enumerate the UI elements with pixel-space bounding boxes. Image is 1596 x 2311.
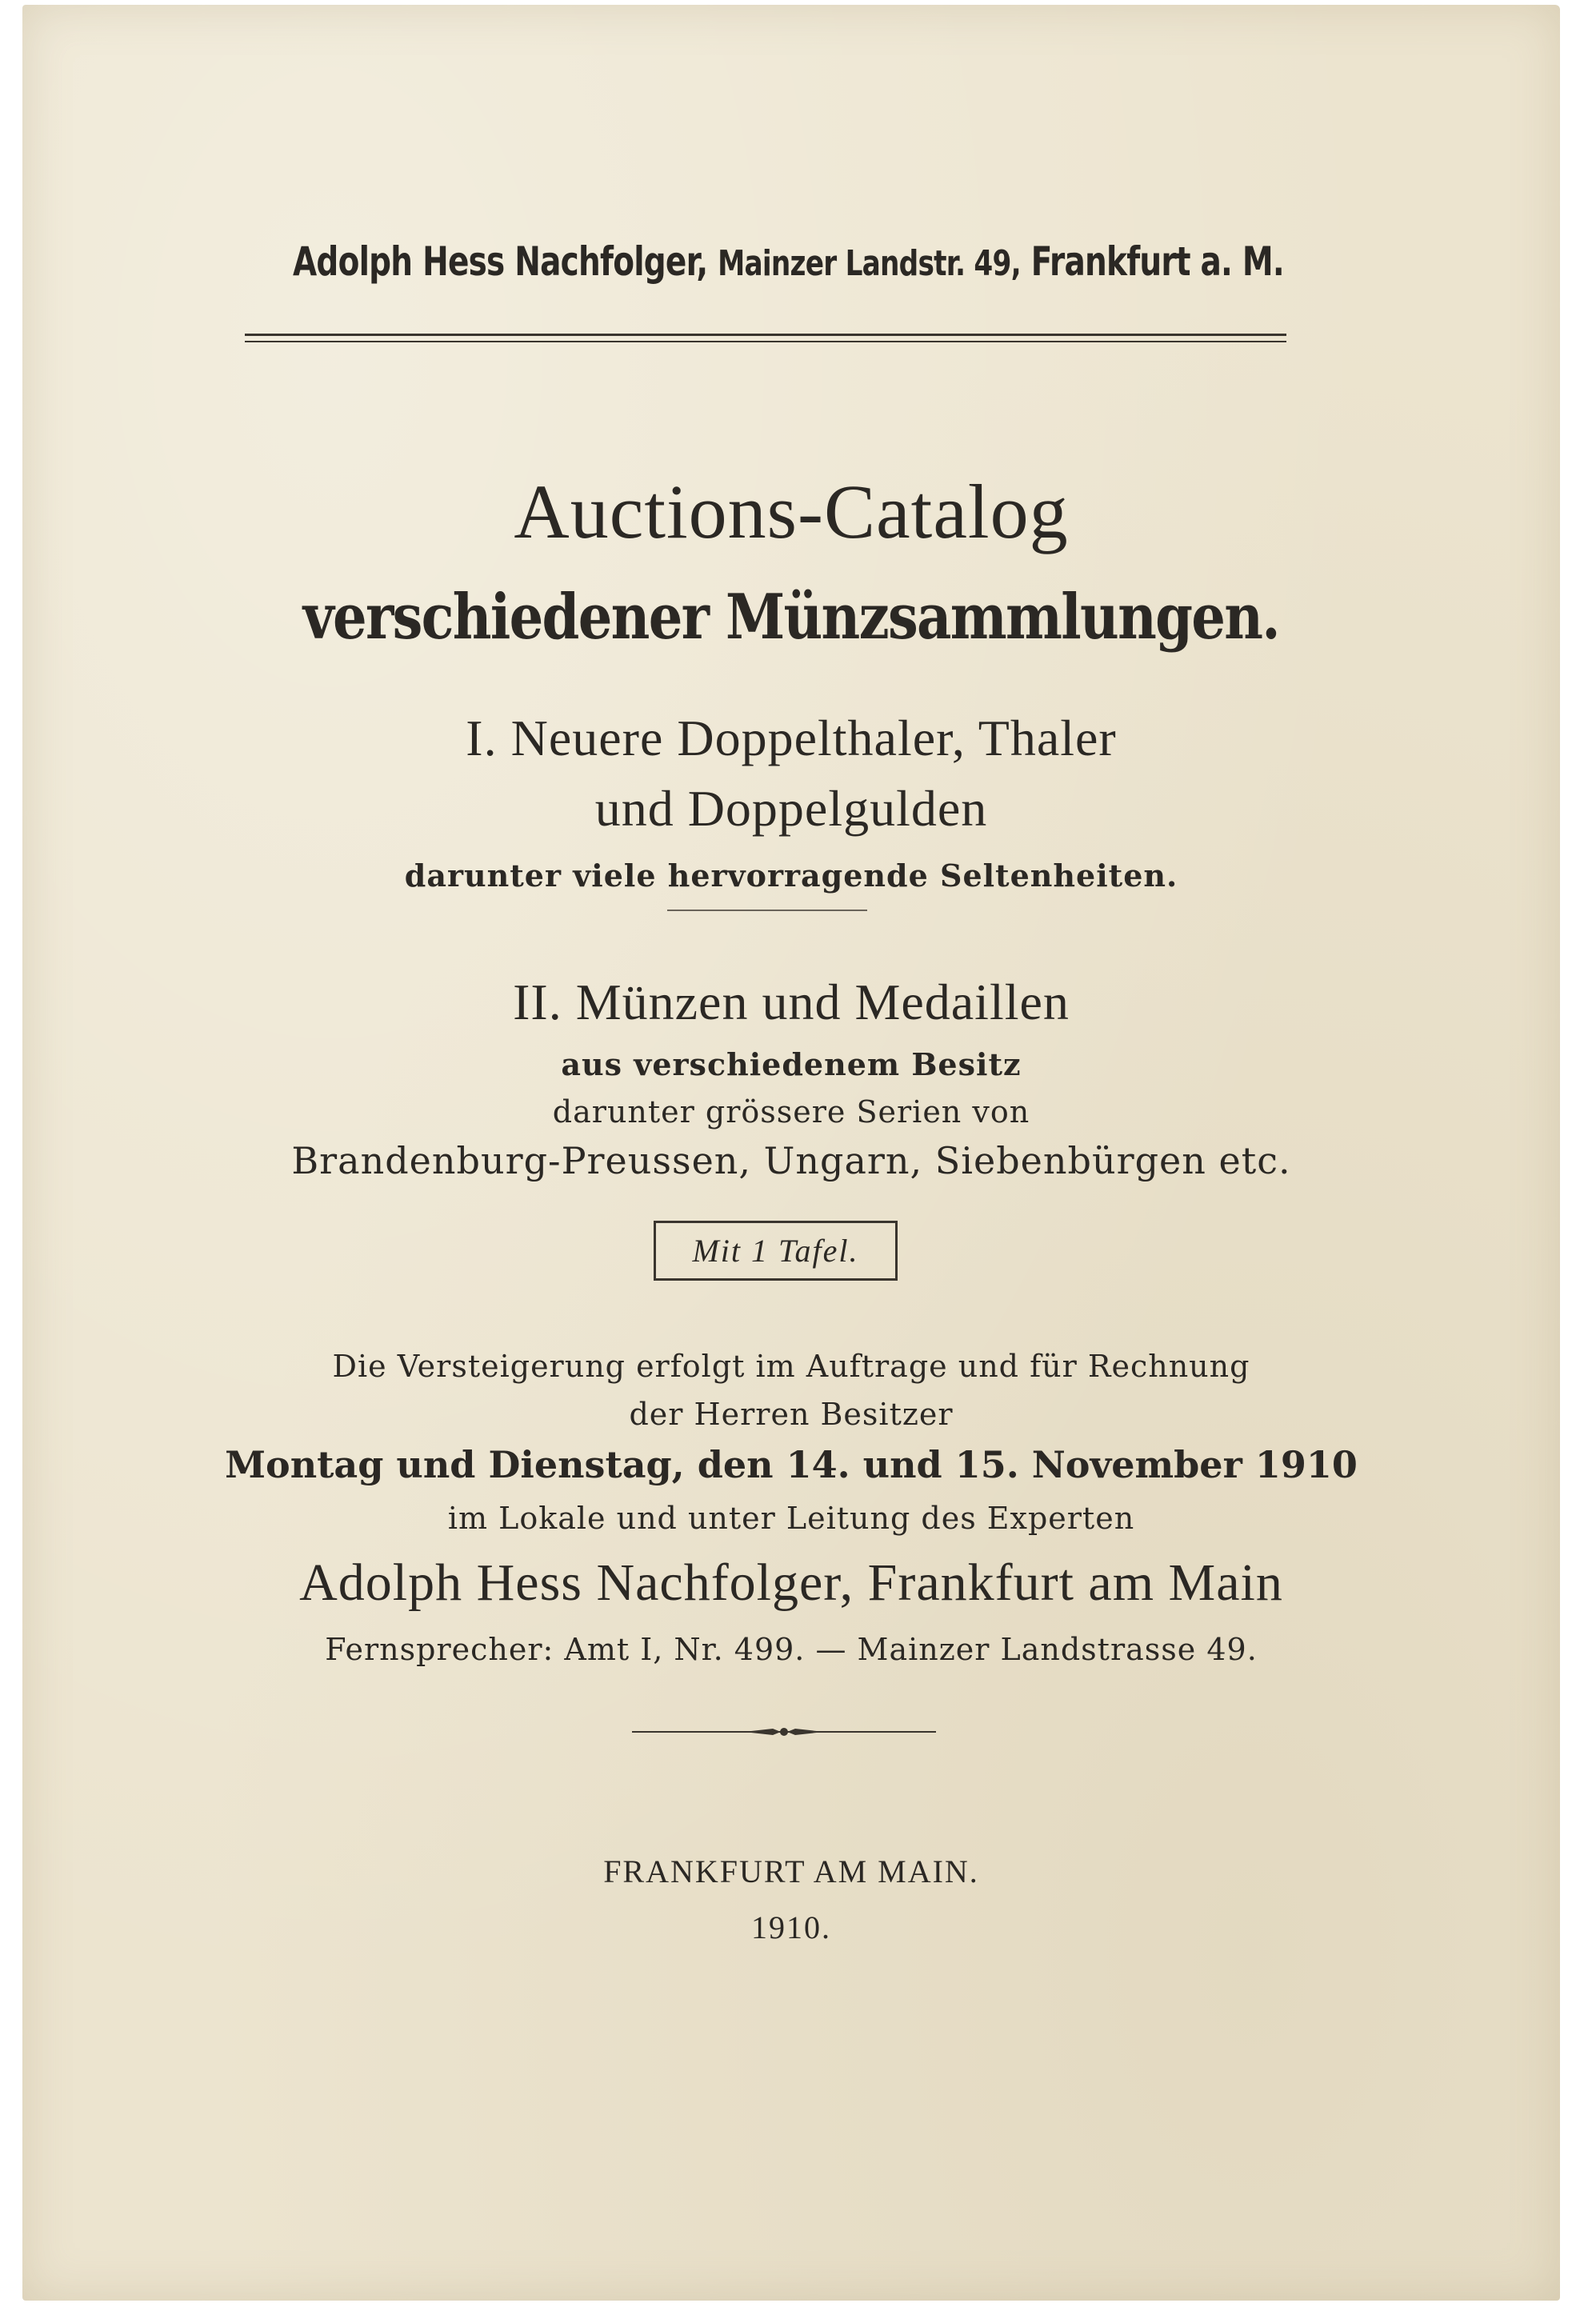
contact-line: Fernsprecher: Amt I, Nr. 499. — Mainzer Landstrasse 49. [325, 1632, 1258, 1667]
catalog-title: Auctions-Catalog [514, 469, 1069, 554]
section-one-note: darunter viele hervorragende Seltenheiten. [404, 858, 1178, 894]
section-two-heading: II. Münzen und Medaillen [513, 974, 1070, 1030]
footer-year: 1910. [751, 1909, 831, 1945]
section-divider [667, 910, 867, 911]
ornament-divider [632, 1722, 936, 1741]
section-two-series: Brandenburg-Preussen, Ungarn, Siebenbürgen etc. [291, 1139, 1291, 1182]
section-two-note-bold: aus verschiedenem Besitz [561, 1046, 1022, 1082]
publisher-city: Frankfurt a. M. [1030, 238, 1284, 285]
plate-note-box: Mit 1 Tafel. [654, 1221, 898, 1281]
publisher-header [189, 238, 1388, 285]
catalog-subtitle: verschiedener Münzsammlungen. [302, 581, 1279, 654]
footer-place: FRANKFURT AM MAIN. [603, 1853, 979, 1889]
auction-intro-line1: Die Versteigerung erfolgt im Auftrage und für Rechnung [332, 1349, 1250, 1384]
publisher-street: Mainzer Landstr. 49, [718, 243, 1021, 284]
section-one-heading-line1: I. Neuere Doppelthaler, Thaler [466, 710, 1117, 766]
header-rule-top [245, 334, 1286, 336]
auction-date: Montag und Dienstag, den 14. und 15. November 1910 [225, 1443, 1358, 1486]
section-one-heading-line2: und Doppelgulden [594, 780, 988, 837]
section-two-note: darunter grössere Serien von [552, 1094, 1030, 1130]
expert-name: Adolph Hess Nachfolger, Frankfurt am Main [299, 1553, 1283, 1612]
auction-venue: im Lokale und unter Leitung des Experten [447, 1501, 1135, 1536]
auction-intro-line2: der Herren Besitzer [629, 1397, 954, 1432]
publisher-name: Adolph Hess Nachfolger, [293, 238, 708, 285]
catalog-cover-page [22, 5, 1560, 2301]
header-rule-bottom [245, 341, 1286, 342]
